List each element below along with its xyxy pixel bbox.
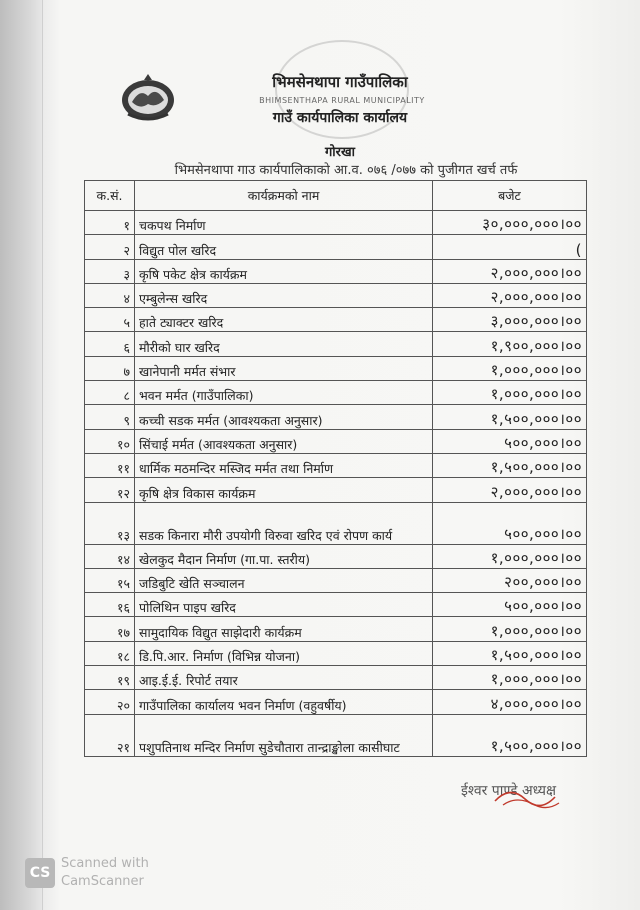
row-serial: १७ bbox=[85, 617, 135, 641]
table-row bbox=[85, 544, 587, 568]
table-row bbox=[85, 502, 587, 544]
district-name: गोरखा bbox=[324, 145, 355, 160]
document-title: भिमसेनथापा गाउ कार्यपालिकाको आ.व. ०७६ /०७७ को पुजीगत खर्च तर्फ bbox=[174, 163, 518, 178]
row-budget-amount: ( bbox=[433, 235, 587, 259]
row-budget-amount: २००,०००।०० bbox=[433, 568, 587, 592]
row-budget-amount: १,०००,०००।०० bbox=[433, 617, 587, 641]
table-row bbox=[85, 259, 587, 283]
signature-stamp bbox=[455, 775, 565, 820]
row-program-name: चकपथ निर्माण bbox=[135, 211, 433, 235]
row-program-name: कच्ची सडक मर्मत (आवश्यकता अनुसार) bbox=[135, 405, 433, 429]
row-budget-amount: १,५००,०००।०० bbox=[433, 405, 587, 429]
row-program-name: सडक किनारा मौरी उपयोगी विरुवा खरिद एवं रोपण कार्य bbox=[135, 502, 433, 544]
table-row bbox=[85, 429, 587, 453]
header-program-name: कार्यक्रमको नाम bbox=[135, 181, 433, 211]
row-serial: १८ bbox=[85, 641, 135, 665]
row-serial: १५ bbox=[85, 568, 135, 592]
table-row bbox=[85, 332, 587, 356]
row-budget-amount: १,५००,०००।०० bbox=[433, 714, 587, 756]
watermark-line-1: Scanned with bbox=[61, 856, 149, 871]
row-program-name: कृषि क्षेत्र विकास कार्यक्रम bbox=[135, 478, 433, 502]
row-budget-amount: १,५००,०००।०० bbox=[433, 641, 587, 665]
header-serial: क.सं. bbox=[85, 181, 135, 211]
row-budget-amount: ३,०००,०००।०० bbox=[433, 308, 587, 332]
table-row bbox=[85, 211, 587, 235]
row-program-name: सिंचाई मर्मत (आवश्यकता अनुसार) bbox=[135, 429, 433, 453]
row-serial: १ bbox=[85, 211, 135, 235]
row-budget-amount: २,०००,०००।०० bbox=[433, 283, 587, 307]
table-row bbox=[85, 478, 587, 502]
table-row bbox=[85, 283, 587, 307]
row-serial: २० bbox=[85, 690, 135, 714]
table-row bbox=[85, 381, 587, 405]
row-program-name: खेलकुद मैदान निर्माण (गा.पा. स्तरीय) bbox=[135, 544, 433, 568]
row-program-name: कृषि पकेट क्षेत्र कार्यक्रम bbox=[135, 259, 433, 283]
header-budget: बजेट bbox=[433, 181, 587, 211]
table-row bbox=[85, 666, 587, 690]
row-serial: १० bbox=[85, 429, 135, 453]
row-serial: ११ bbox=[85, 453, 135, 477]
row-program-name: विद्युत पोल खरिद bbox=[135, 235, 433, 259]
row-program-name: सामुदायिक विद्युत साझेदारी कार्यक्रम bbox=[135, 617, 433, 641]
row-program-name: मौरीको घार खरिद bbox=[135, 332, 433, 356]
row-serial: ७ bbox=[85, 356, 135, 380]
office-name-english: BHIMSENTHAPA RURAL MUNICIPALITY bbox=[259, 96, 425, 105]
row-serial: १२ bbox=[85, 478, 135, 502]
table-row bbox=[85, 690, 587, 714]
row-budget-amount: १,५००,०००।०० bbox=[433, 453, 587, 477]
row-serial: ३ bbox=[85, 259, 135, 283]
row-budget-amount: १,०००,०००।०० bbox=[433, 666, 587, 690]
office-subtitle: गाउँ कार्यपालिका कार्यालय bbox=[272, 110, 408, 126]
table-row bbox=[85, 453, 587, 477]
row-program-name: पशुपतिनाथ मन्दिर निर्माण सुडेचौतारा तान्द्राङ्खोला कासीघाट bbox=[135, 714, 433, 756]
row-serial: ६ bbox=[85, 332, 135, 356]
row-budget-amount: ५००,०००।०० bbox=[433, 429, 587, 453]
table-row bbox=[85, 593, 587, 617]
row-budget-amount: २,०००,०००।०० bbox=[433, 259, 587, 283]
signature-text: ईश्वर पाण्डे अध्यक्ष bbox=[461, 783, 557, 799]
table-row bbox=[85, 714, 587, 756]
row-serial: १३ bbox=[85, 502, 135, 544]
row-program-name: गाउँपालिका कार्यालय भवन निर्माण (वहुवर्षीय) bbox=[135, 690, 433, 714]
camscanner-watermark bbox=[25, 856, 195, 896]
row-program-name: धार्मिक मठमन्दिर मस्जिद मर्मत तथा निर्माण bbox=[135, 453, 433, 477]
table-row bbox=[85, 568, 587, 592]
row-program-name: जडिबुटि खेति सञ्चालन bbox=[135, 568, 433, 592]
row-budget-amount: ५००,०००।०० bbox=[433, 502, 587, 544]
table-row bbox=[85, 308, 587, 332]
row-program-name: पोलिथिन पाइप खरिद bbox=[135, 593, 433, 617]
table-row bbox=[85, 356, 587, 380]
table-row bbox=[85, 617, 587, 641]
row-budget-amount: २,०००,०००।०० bbox=[433, 478, 587, 502]
row-program-name: खानेपानी मर्मत संभार bbox=[135, 356, 433, 380]
watermark-line-2: CamScanner bbox=[61, 874, 144, 889]
table-row bbox=[85, 235, 587, 259]
table-row bbox=[85, 641, 587, 665]
row-budget-amount: १,९००,०००।०० bbox=[433, 332, 587, 356]
row-serial: १६ bbox=[85, 593, 135, 617]
row-program-name: एम्बुलेन्स खरिद bbox=[135, 283, 433, 307]
row-serial: ४ bbox=[85, 283, 135, 307]
row-serial: १९ bbox=[85, 666, 135, 690]
row-program-name: आइ.ई.ई. रिपोर्ट तयार bbox=[135, 666, 433, 690]
row-serial: १४ bbox=[85, 544, 135, 568]
table-row bbox=[85, 405, 587, 429]
camscanner-logo-icon: CS bbox=[25, 858, 55, 888]
budget-table bbox=[84, 180, 587, 757]
row-program-name: डि.पि.आर. निर्माण (विभिन्न योजना) bbox=[135, 641, 433, 665]
row-serial: ५ bbox=[85, 308, 135, 332]
row-program-name: हाते ट्याक्टर खरिद bbox=[135, 308, 433, 332]
row-budget-amount: १,०००,०००।०० bbox=[433, 381, 587, 405]
row-budget-amount: ३०,०००,०००।०० bbox=[433, 211, 587, 235]
row-budget-amount: १,०००,०००।०० bbox=[433, 356, 587, 380]
office-name: भिमसेनथापा गाउँपालिका bbox=[272, 73, 408, 91]
row-budget-amount: १,०००,०००।०० bbox=[433, 544, 587, 568]
row-serial: ८ bbox=[85, 381, 135, 405]
binding-spine bbox=[0, 0, 43, 910]
row-budget-amount: ४,०००,०००।०० bbox=[433, 690, 587, 714]
row-serial: ९ bbox=[85, 405, 135, 429]
row-serial: २१ bbox=[85, 714, 135, 756]
row-budget-amount: ५००,०००।०० bbox=[433, 593, 587, 617]
row-serial: २ bbox=[85, 235, 135, 259]
table-header-row bbox=[85, 181, 587, 211]
row-program-name: भवन मर्मत (गाउँपालिका) bbox=[135, 381, 433, 405]
